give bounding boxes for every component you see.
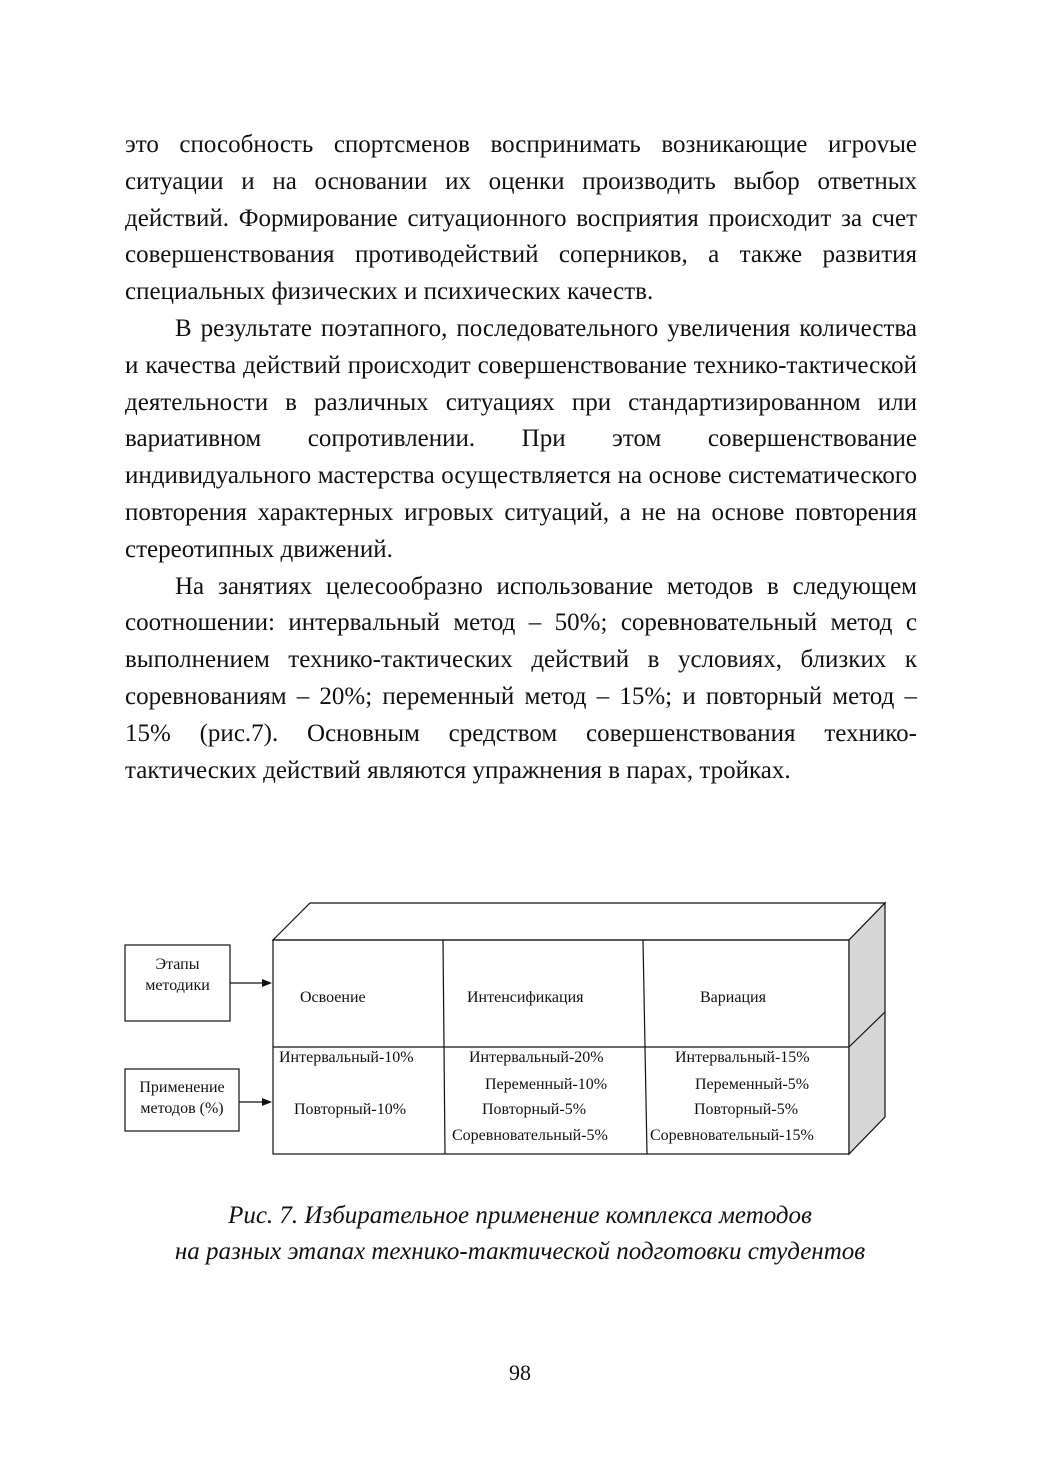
col2-method-4: Соревновательный-5% [452,1127,608,1144]
body-text [125,127,917,789]
col3-method-3: Повторный-5% [694,1101,799,1118]
col2-method-1: Интервальный-20% [469,1049,604,1066]
stages-label-line-1: Этапы [155,956,200,973]
methods-label-line-1: Применение [139,1079,225,1096]
figure-caption [0,1198,1040,1270]
col1-method-2: Повторный-10% [294,1101,407,1118]
caption-line-2: на разных этапах технико-тактической подготовки студентов [174,1238,866,1265]
methods-label [125,1077,239,1119]
col2-method-2: Переменный-10% [485,1076,608,1093]
col3-method-1: Интервальный-15% [675,1049,810,1066]
col3-method-2: Переменный-5% [695,1076,810,1093]
col1-method-1: Интервальный-10% [279,1049,414,1066]
col2-method-3: Повторный-5% [482,1101,587,1118]
stages-label-line-2: методики [145,977,210,994]
col3-method-4: Соревновательный-15% [650,1127,814,1144]
paragraph-1: это способность спортсменов воспринимать возникающие игроvые ситуации и на основании их оценки производить выбор ответных действий. Формирование ситуационного восприятия происходит за счет совершенствования противодействий соперников, а также развития специальных физических и психических качеств. [125,131,917,306]
stages-arrow-head [262,979,272,987]
stage-variatsiya: Вариация [700,989,766,1006]
box-top [273,903,885,940]
stage-osvoenie: Освоение [300,989,366,1006]
paragraph-3: На занятиях целесообразно использование методов в следующем соотношении: интервальный метод – 50%; соревновательный метод с выполнением технико-тактических действий в условиях, близких к соревнованиям – 20%; переменный метод – 15%; и повторный метод – 15% (рис.7). Основным средством совершенствования технико-тактических действий являются упражнения в парах, тройках. [125,572,917,784]
diagram-frame [120,895,890,1165]
figure-7-diagram [120,895,890,1165]
box-side [849,903,885,1154]
stage-intensifikatsiya: Интенсификация [467,989,584,1006]
caption-line-1: Рис. 7. Избирательное применение комплекса методов [228,1202,812,1229]
stages-label [125,954,230,996]
methods-label-line-2: методов (%) [140,1100,224,1117]
page-number: 98 [509,1360,531,1385]
paragraph-2: В результате поэтапного, последовательного увеличения количества и качества действий происходит совершенствование технико-тактической деятельности в различных ситуациях при стандартизированном или вариативном сопротивлении. При этом совершенствование индивидуального мастерства осуществляется на основе систематического повторения характерных игровых ситуаций, а не на основе повторения стереотипных движений. [125,314,917,563]
methods-arrow-head [262,1098,272,1106]
